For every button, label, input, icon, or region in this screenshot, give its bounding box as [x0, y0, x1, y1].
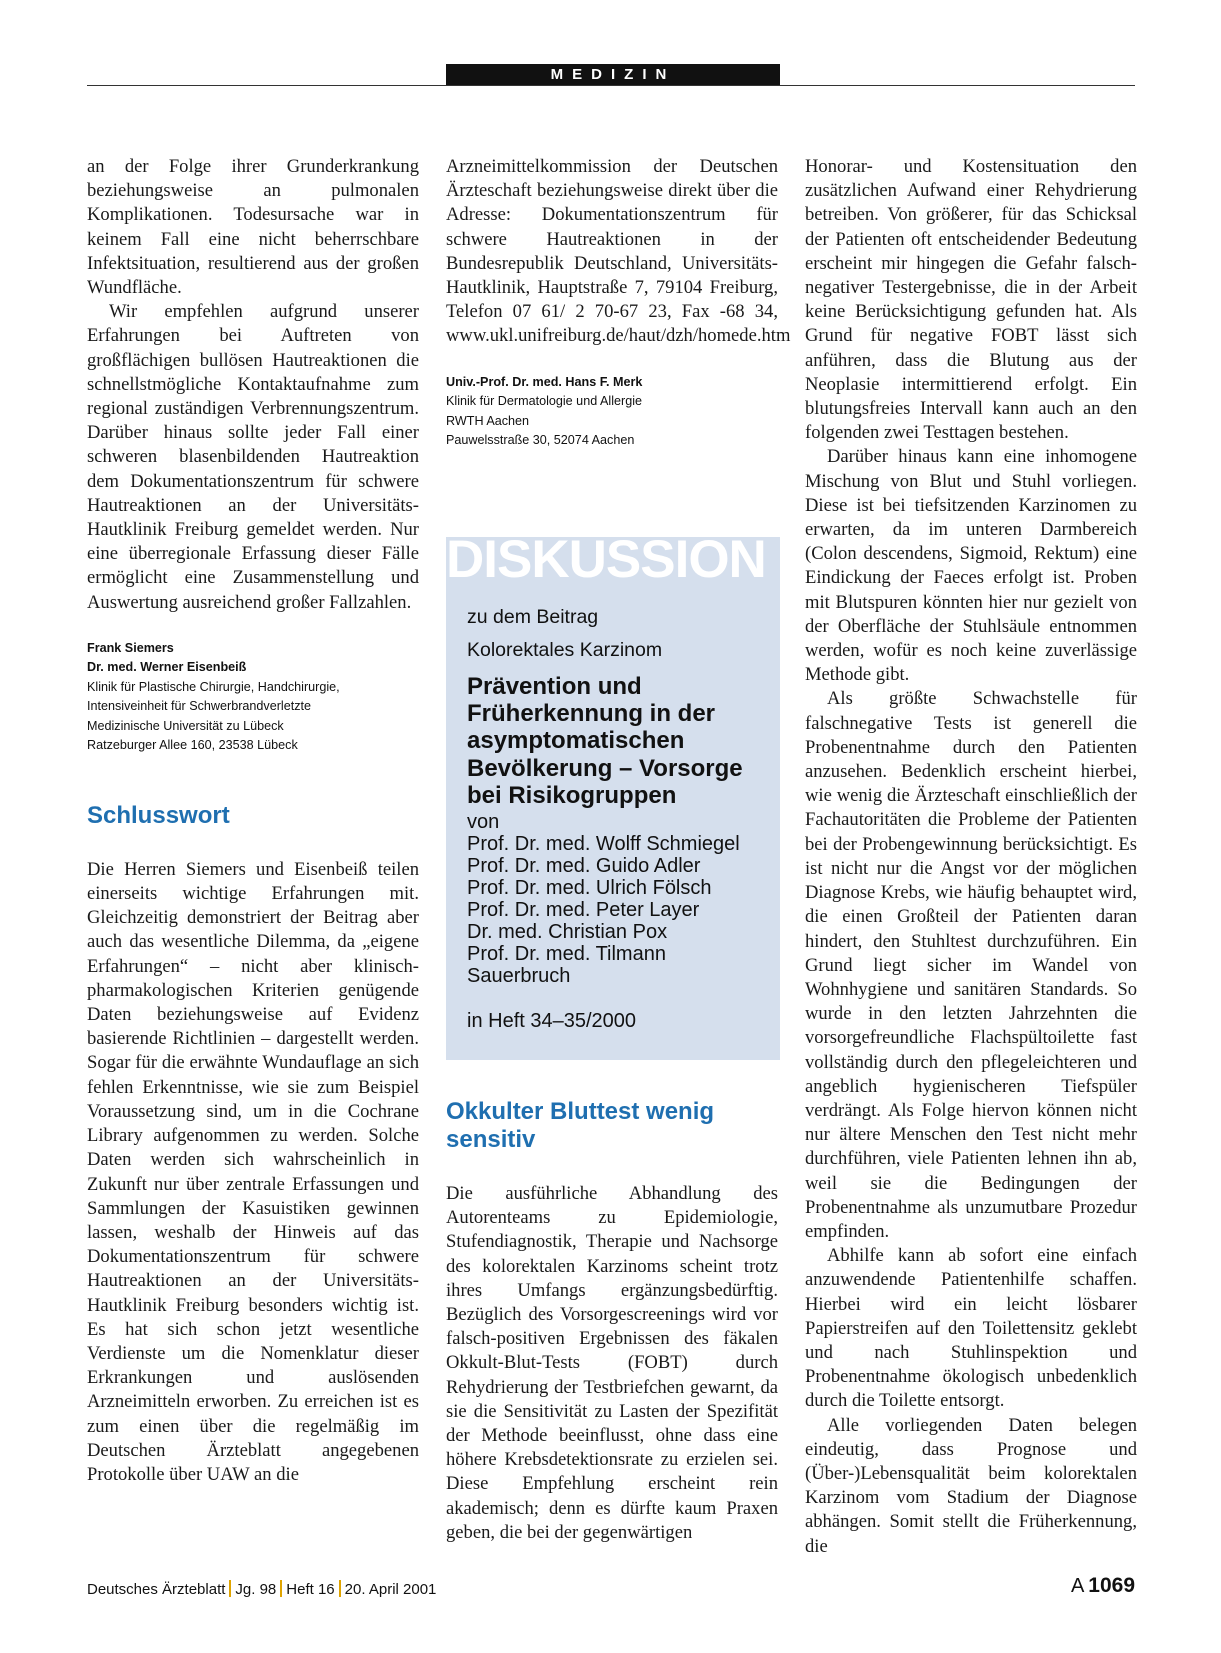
volume: Jg. 98 [235, 1581, 277, 1598]
affiliation-line: Klinik für Dermatologie und Allergie [446, 394, 643, 409]
affiliation-line: RWTH Aachen [446, 413, 530, 428]
diskussion-content [467, 601, 772, 1032]
author-name: Frank Siemers [87, 640, 174, 655]
diskussion-topic: Kolorektales Karzinom [467, 639, 663, 661]
paragraph: Wir empfehlen aufgrund unserer Erfahrungen bei Auftreten von großflächigen bullösen Hautreaktionen die schnellstmögliche Kontaktaufnahme zum regional zuständigen Verbrennungszentrum. Darüber hinaus sollte jeder Fall einer schweren blasenbildenden Hautreaktion dem Dokumentationszentrum für schwere Hautreaktionen an der Universitäts-Hautklinik Freiburg gemeldet werden. Nur eine überregionale Erfassung dieser Fälle ermöglicht eine Zusammenstellung und Auswertung ausreichend großer Fallzahlen. [87, 301, 419, 613]
diskussion-author: Prof. Dr. med. Ulrich Fölsch [467, 877, 712, 900]
footer-separator [339, 1580, 341, 1597]
diskussion-intro: zu dem Beitrag [467, 606, 599, 628]
author-name: Dr. med. Werner Eisenbeiß [87, 660, 247, 675]
affiliation-line: Ratzeburger Allee 160, 23538 Lübeck [87, 738, 298, 753]
diskussion-author: Prof. Dr. med. Wolff Schmiegel [467, 833, 740, 856]
paragraph: Die ausführliche Abhandlung des Autorenteams zu Epidemiologie, Stufendiagnostik, Therapie und Nachsorge des kolorektalen Karzinoms scheint trotz ihres Umfangs ergänzungsbedürftig. Bezüglich des Vorsorgescreenings wird vor falsch-positiven Ergebnissen des fäkalen Okkult-Blut-Tests (FOBT) durch Rehydrierung der Testbriefchen gewarnt, da sie die Sensitivität zu Lasten der Spezifität der Methode beeinflusst, ohne dass eine höhere Krebsdetektionsrate zu erzielen sei. Diese Empfehlung erscheint rein akademisch; denn es dürfte kaum Praxen geben, die bei der gegenwärtigen [446, 1183, 778, 1543]
diskussion-authors [467, 833, 772, 987]
diskussion-author: Dr. med. Christian Pox [467, 921, 668, 944]
diskussion-author: Prof. Dr. med. Guido Adler [467, 855, 701, 878]
paragraph: Alle vorliegenden Daten belegen eindeutig, dass Prognose und (Über-)Lebensqualität beim kolorektalen Karzinom vom Stadium der Diagnose abhängen. Somit stellt die Früherkennung, die [805, 1414, 1137, 1557]
affiliation-line: Medizinische Universität zu Lübeck [87, 718, 284, 733]
paragraph: Arzneimittelkommission der Deutschen Ärzteschaft beziehungsweise direkt über die Adresse: Dokumentationszentrum für schwere Hautreaktionen in der Bundesrepublik Deutschland, Universitäts-Hautklinik, Hauptstraße 7, 79104 Freiburg, Telefon 07 61/ 2 70-67 23, Fax -68 34, www.ukl.unifreiburg.de/haut/dzh/homede.htm [446, 156, 791, 347]
page-number-value: 1069 [1088, 1574, 1135, 1597]
section-header: MEDIZIN [446, 64, 780, 85]
author-name: Univ.-Prof. Dr. med. Hans F. Merk [446, 374, 643, 389]
issue: Heft 16 [286, 1581, 335, 1598]
signature-block [446, 373, 778, 451]
paragraph: Als größte Schwachstelle für falschnegative Tests ist generell die Probenentnahme durch den Patienten anzusehen. Bedenklich erscheint hierbei, wie wenig die Ärzteschaft einschließlich der Fachautoritäten die Probleme der Patienten bei der Probengewinnung berücksichtigt. Es ist nicht nur die Angst vor der möglichen Diagnose Krebs, wie häufig behauptet wird, die einen Großteil der Patienten daran hindert, den Stuhltest durchzuführen. Ein Grund liegt sicher im Wandel von Wohnhygiene und sanitären Standards. So wurde in den letzten Jahrzehnten die vorsorgefreundliche Flachspültoilette fast vollständig durch den pflegeleichteren und angeblich hygienischeren Tiefspüler verdrängt. Als Folge hiervon können nicht nur ältere Menschen den Test nicht mehr durchführen, viele Patienten lehnen ihn ab, weil sie die Bedingungen der Probenentnahme als unzumutbare Prozedur empfinden. [805, 688, 1137, 1242]
affiliation-line: Klinik für Plastische Chirurgie, Handchirurgie, [87, 679, 340, 694]
column-3 [805, 155, 1137, 1559]
signature-block [87, 639, 419, 756]
column-2-lower [446, 1098, 778, 1545]
page-prefix: A [1070, 1575, 1085, 1597]
diskussion-title: DISKUSSION [446, 530, 766, 589]
section-heading: Okkulter Bluttest wenig sensitiv [446, 1098, 715, 1153]
journal-name: Deutsches Ärzteblatt [87, 1581, 226, 1598]
diskussion-author: Prof. Dr. med. Peter Layer [467, 899, 700, 922]
paragraph: Darüber hinaus kann eine inhomogene Mischung von Blut und Stuhl vorliegen. Diese ist bei tiefsitzenden Karzinomen zu erwarten, da im unteren Darmbereich (Colon descendens, Sigmoid, Rektum) eine Eindickung der Faeces erfolgt ist. Proben mit Blutspuren könnten hier nur gezielt von der Oberfläche der Stuhlsäule entnommen werden, wofür es noch keine zuverlässige Methode gibt. [805, 446, 1137, 686]
diskussion-issue: in Heft 34–35/2000 [467, 1010, 637, 1033]
footer-citation [87, 1580, 436, 1598]
affiliation-line: Pauwelsstraße 30, 52074 Aachen [446, 433, 635, 448]
issue-date: 20. April 2001 [344, 1581, 437, 1598]
diskussion-article-title: Prävention und Früherkennung in der asymptomatischen Bevölkerung – Vorsorge bei Risikogruppen [467, 673, 743, 809]
paragraph: Abhilfe kann ab sofort eine einfach anzuwendende Patientenhilfe schaffen. Hierbei wird ein leicht lösbarer Papierstreifen auf den Toilettensitz geklebt und nach Stuhlinspektion und Probenentnahme ökologisch unbedenklich durch die Toilette entsorgt. [805, 1245, 1137, 1412]
diskussion-author: Prof. Dr. med. Tilmann Sauerbruch [467, 943, 666, 988]
column-2 [446, 155, 791, 451]
page-number [1071, 1574, 1135, 1598]
affiliation-line: Intensiveinheit für Schwerbrandverletzte [87, 699, 312, 714]
footer-separator [280, 1580, 282, 1597]
column-1 [87, 155, 419, 1487]
paragraph: Honorar- und Kostensituation den zusätzlichen Aufwand einer Rehydrierung betreiben. Von größerer, für das Schicksal der Patienten oft entscheidender Bedeutung erscheint mir hingegen die Gefahr falsch-negativer Testergebnisse, die in der Arbeit keine Berücksichtigung gefunden hat. Als Grund für negative FOBT lässt sich anführen, dass die Blutung aus der Neoplasie intermittierend erfolgt. Ein blutungsfreies Intervall kann auch an den folgenden zwei Testtagen bestehen. [805, 156, 1137, 444]
paragraph: an der Folge ihrer Grunderkrankung beziehungsweise an pulmonalen Komplikationen. Todesursache war in keinem Fall eine nicht beherrschbare Infektsituation, resultierend aus der großen Wundfläche. [87, 156, 419, 299]
paragraph: Die Herren Siemers und Eisenbeiß teilen einerseits wichtige Erfahrungen mit. Gleichzeitig demonstriert der Beitrag aber auch das wesentliche Dilemma, da „eigene Erfahrungen“ – nicht aber klinisch-pharmakologischen Kriterien genügende Daten beziehungsweise auf Evidenz basierende Richtlinien – dargestellt werden. Sogar für die erwähnte Wundauflage an sich fehlen Erkenntnisse, wie sie zum Beispiel Voraussetzung sind, um in die Cochrane Library aufgenommen zu werden. Solche Daten werden sich wahrscheinlich in Zukunft nur über zentrale Erfassungen und Sammlungen der Kasuistiken gewinnen lassen, weshalb der Hinweis auf das Dokumentationszentrum für schwere Hautreaktionen an der Universitäts-Hautklinik Freiburg besonders wichtig ist. Es hat sich schon jetzt wesentliche Verdienste um die Nomenklatur dieser Erkrankungen und auslösenden Arzneimitteln erworben. Zu erreichen ist es zum einen über die regelmäßig im Deutschen Ärzteblatt angegebenen Protokolle über UAW an die [87, 858, 419, 1485]
footer-separator [229, 1580, 231, 1597]
header-rule [87, 85, 1135, 86]
diskussion-von: von [467, 811, 500, 834]
section-heading: Schlusswort [87, 801, 230, 829]
